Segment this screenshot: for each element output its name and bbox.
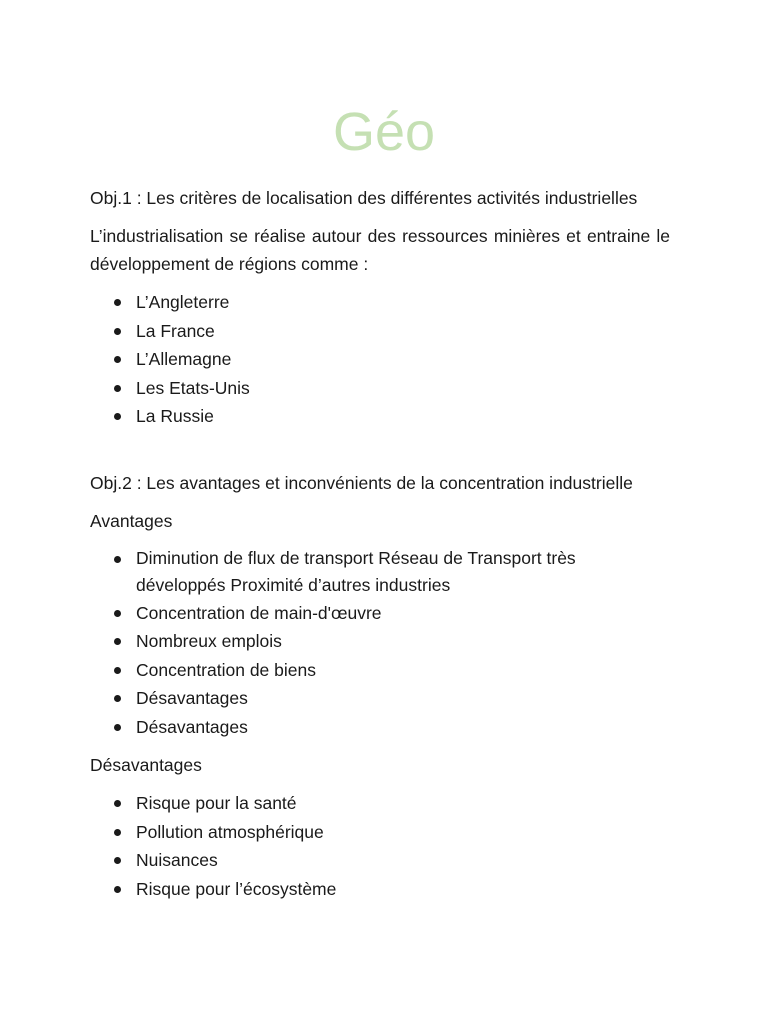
bullet-icon — [114, 829, 121, 836]
bullet-icon — [114, 356, 121, 363]
disadvantages-label: Désavantages — [90, 755, 202, 775]
bullet-icon — [114, 413, 121, 420]
bullet-icon — [114, 385, 121, 392]
list-item: Diminution de flux de transport Réseau de Transport très développés Proximité d’autres industries — [90, 545, 670, 599]
list-item: Désavantages — [90, 713, 670, 742]
page-title: Géo — [332, 102, 436, 162]
advantages-label: Avantages — [90, 510, 173, 531]
bullet-icon — [114, 667, 121, 674]
bullet-icon — [114, 886, 121, 893]
list-item: Nombreux emplois — [90, 627, 670, 656]
bullet-icon — [114, 610, 121, 617]
list-item: Les Etats-Unis — [90, 374, 670, 403]
list-item: L’Angleterre — [90, 288, 670, 317]
list-item: Concentration de biens — [90, 656, 670, 685]
bullet-icon — [114, 328, 121, 335]
list-item: Risque pour l’écosystème — [90, 875, 670, 904]
list-item: Nuisances — [90, 846, 670, 875]
list-item: L’Allemagne — [90, 345, 670, 374]
document-body — [90, 184, 670, 903]
list-item: Risque pour la santé — [90, 789, 670, 818]
bullet-icon — [114, 638, 121, 645]
bullet-icon — [114, 299, 121, 306]
list-item: Concentration de main-d'œuvre — [90, 599, 670, 628]
section1-intro: L’industrialisation se réalise autour des ressources minières et entraine le développement de régions comme : — [90, 226, 670, 274]
bullet-icon — [114, 724, 121, 731]
regions-list — [90, 288, 670, 431]
list-item: Désavantages — [90, 684, 670, 713]
list-item: La France — [90, 317, 670, 346]
section2-heading: Obj.2 : Les avantages et inconvénients de la concentration industrielle — [90, 472, 633, 493]
bullet-icon — [114, 556, 121, 563]
list-item: La Russie — [90, 402, 670, 431]
disadvantages-list — [90, 789, 670, 903]
section1-heading: Obj.1 : Les critères de localisation des différentes activités industrielles — [90, 188, 638, 208]
list-item: Pollution atmosphérique — [90, 818, 670, 847]
bullet-icon — [114, 857, 121, 864]
advantages-list — [90, 545, 670, 742]
bullet-icon — [114, 800, 121, 807]
bullet-icon — [114, 695, 121, 702]
